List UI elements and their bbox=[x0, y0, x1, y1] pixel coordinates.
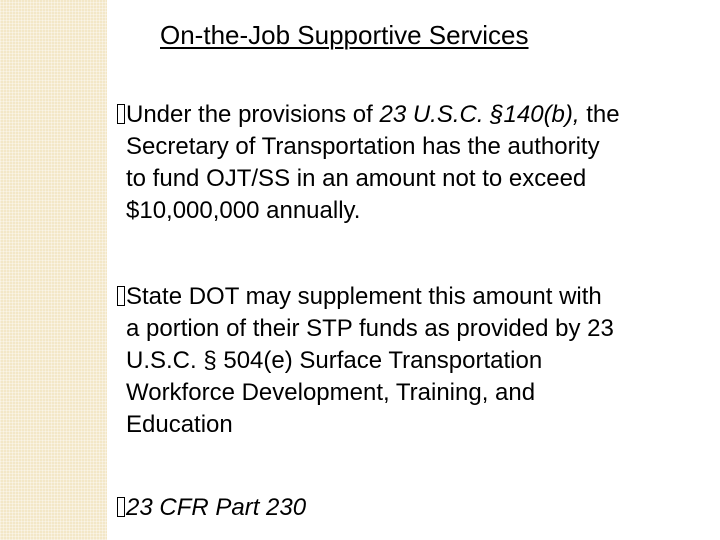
bullet-1-line-2: Secretary of Transportation has the authority bbox=[126, 133, 600, 160]
bullet-item-2 bbox=[117, 281, 707, 441]
slide-title: On-the-Job Supportive Services bbox=[160, 20, 529, 50]
bullet-1-line-3: to fund OJT/SS in an amount not to exceed bbox=[126, 165, 587, 192]
bullet-box-icon bbox=[117, 286, 125, 306]
bullet-1-line-4: $10,000,000 annually. bbox=[126, 197, 361, 224]
bullet-1-text-c: the bbox=[579, 101, 620, 128]
bullet-box-icon bbox=[117, 497, 125, 517]
bullet-2-line-3: U.S.C. § 504(e) Surface Transportation bbox=[126, 347, 543, 374]
bullet-2-line-1: State DOT may supplement this amount with bbox=[126, 283, 602, 310]
bullet-2-line-2: a portion of their STP funds as provided by 23 bbox=[126, 315, 614, 342]
bullet-box-icon bbox=[117, 104, 125, 124]
bullet-2-line-4: Workforce Development, Training, and bbox=[126, 379, 536, 406]
decorative-side-band bbox=[0, 0, 107, 540]
bullet-item-3 bbox=[117, 492, 707, 524]
bullet-2-line-5: Education bbox=[126, 411, 233, 438]
bullet-1-citation: 23 U.S.C. §140(b), bbox=[379, 101, 580, 128]
bullet-1-text-a: Under the provisions of bbox=[126, 101, 380, 128]
bullet-item-1 bbox=[117, 99, 707, 227]
bullet-3-text: 23 CFR Part 230 bbox=[126, 494, 307, 521]
title-area bbox=[0, 0, 720, 60]
